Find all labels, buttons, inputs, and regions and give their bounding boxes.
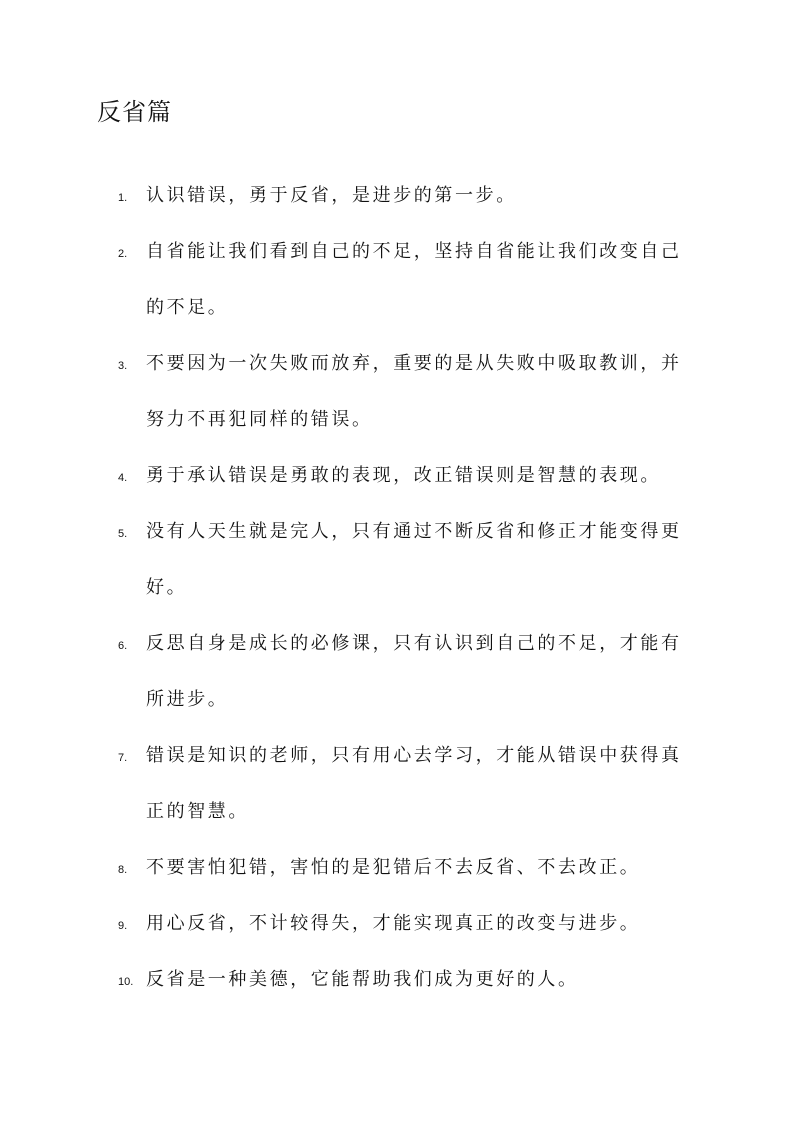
list-item-text: 用心反省，不计较得失，才能实现真正的改变与进步。 xyxy=(146,913,641,934)
list-item-text: 认识错误，勇于反省，是进步的第一步。 xyxy=(146,185,517,206)
list-item-text: 不要因为一次失败而放弃，重要的是从失败中吸取教训，并努力不再犯同样的错误。 xyxy=(146,353,682,430)
list-item-number: 8. xyxy=(118,864,128,876)
list-item-text: 没有人天生就是完人，只有通过不断反省和修正才能变得更好。 xyxy=(146,521,682,598)
list-item-text: 错误是知识的老师，只有用心去学习，才能从错误中获得真正的智慧。 xyxy=(146,745,682,822)
list-item xyxy=(118,224,698,336)
list-item xyxy=(118,616,698,728)
list-item-text: 反省是一种美德，它能帮助我们成为更好的人。 xyxy=(146,969,579,990)
list-item xyxy=(118,504,698,616)
list-item-number: 3. xyxy=(118,360,128,372)
list-item xyxy=(118,448,698,504)
page-title: 反省篇 xyxy=(97,98,172,126)
list-item xyxy=(118,896,698,952)
list-item xyxy=(118,840,698,896)
list-item-number: 4. xyxy=(118,472,128,484)
list-item xyxy=(118,336,698,448)
list-item-number: 7. xyxy=(118,752,128,764)
list-item xyxy=(118,728,698,840)
list-item-text: 自省能让我们看到自己的不足，坚持自省能让我们改变自己的不足。 xyxy=(146,241,682,318)
list-item-text: 反思自身是成长的必修课，只有认识到自己的不足，才能有所进步。 xyxy=(146,633,682,710)
list-item-text: 不要害怕犯错，害怕的是犯错后不去反省、不去改正。 xyxy=(146,857,641,878)
list-item xyxy=(118,952,698,1008)
list-item-number: 1. xyxy=(118,192,128,204)
list-item-number: 10. xyxy=(118,976,134,988)
quote-list xyxy=(118,168,698,1008)
list-item xyxy=(118,168,698,224)
list-item-number: 9. xyxy=(118,920,128,932)
list-item-text: 勇于承认错误是勇敢的表现，改正错误则是智慧的表现。 xyxy=(146,465,661,486)
list-item-number: 2. xyxy=(118,248,128,260)
list-item-number: 5. xyxy=(118,528,128,540)
list-item-number: 6. xyxy=(118,640,128,652)
